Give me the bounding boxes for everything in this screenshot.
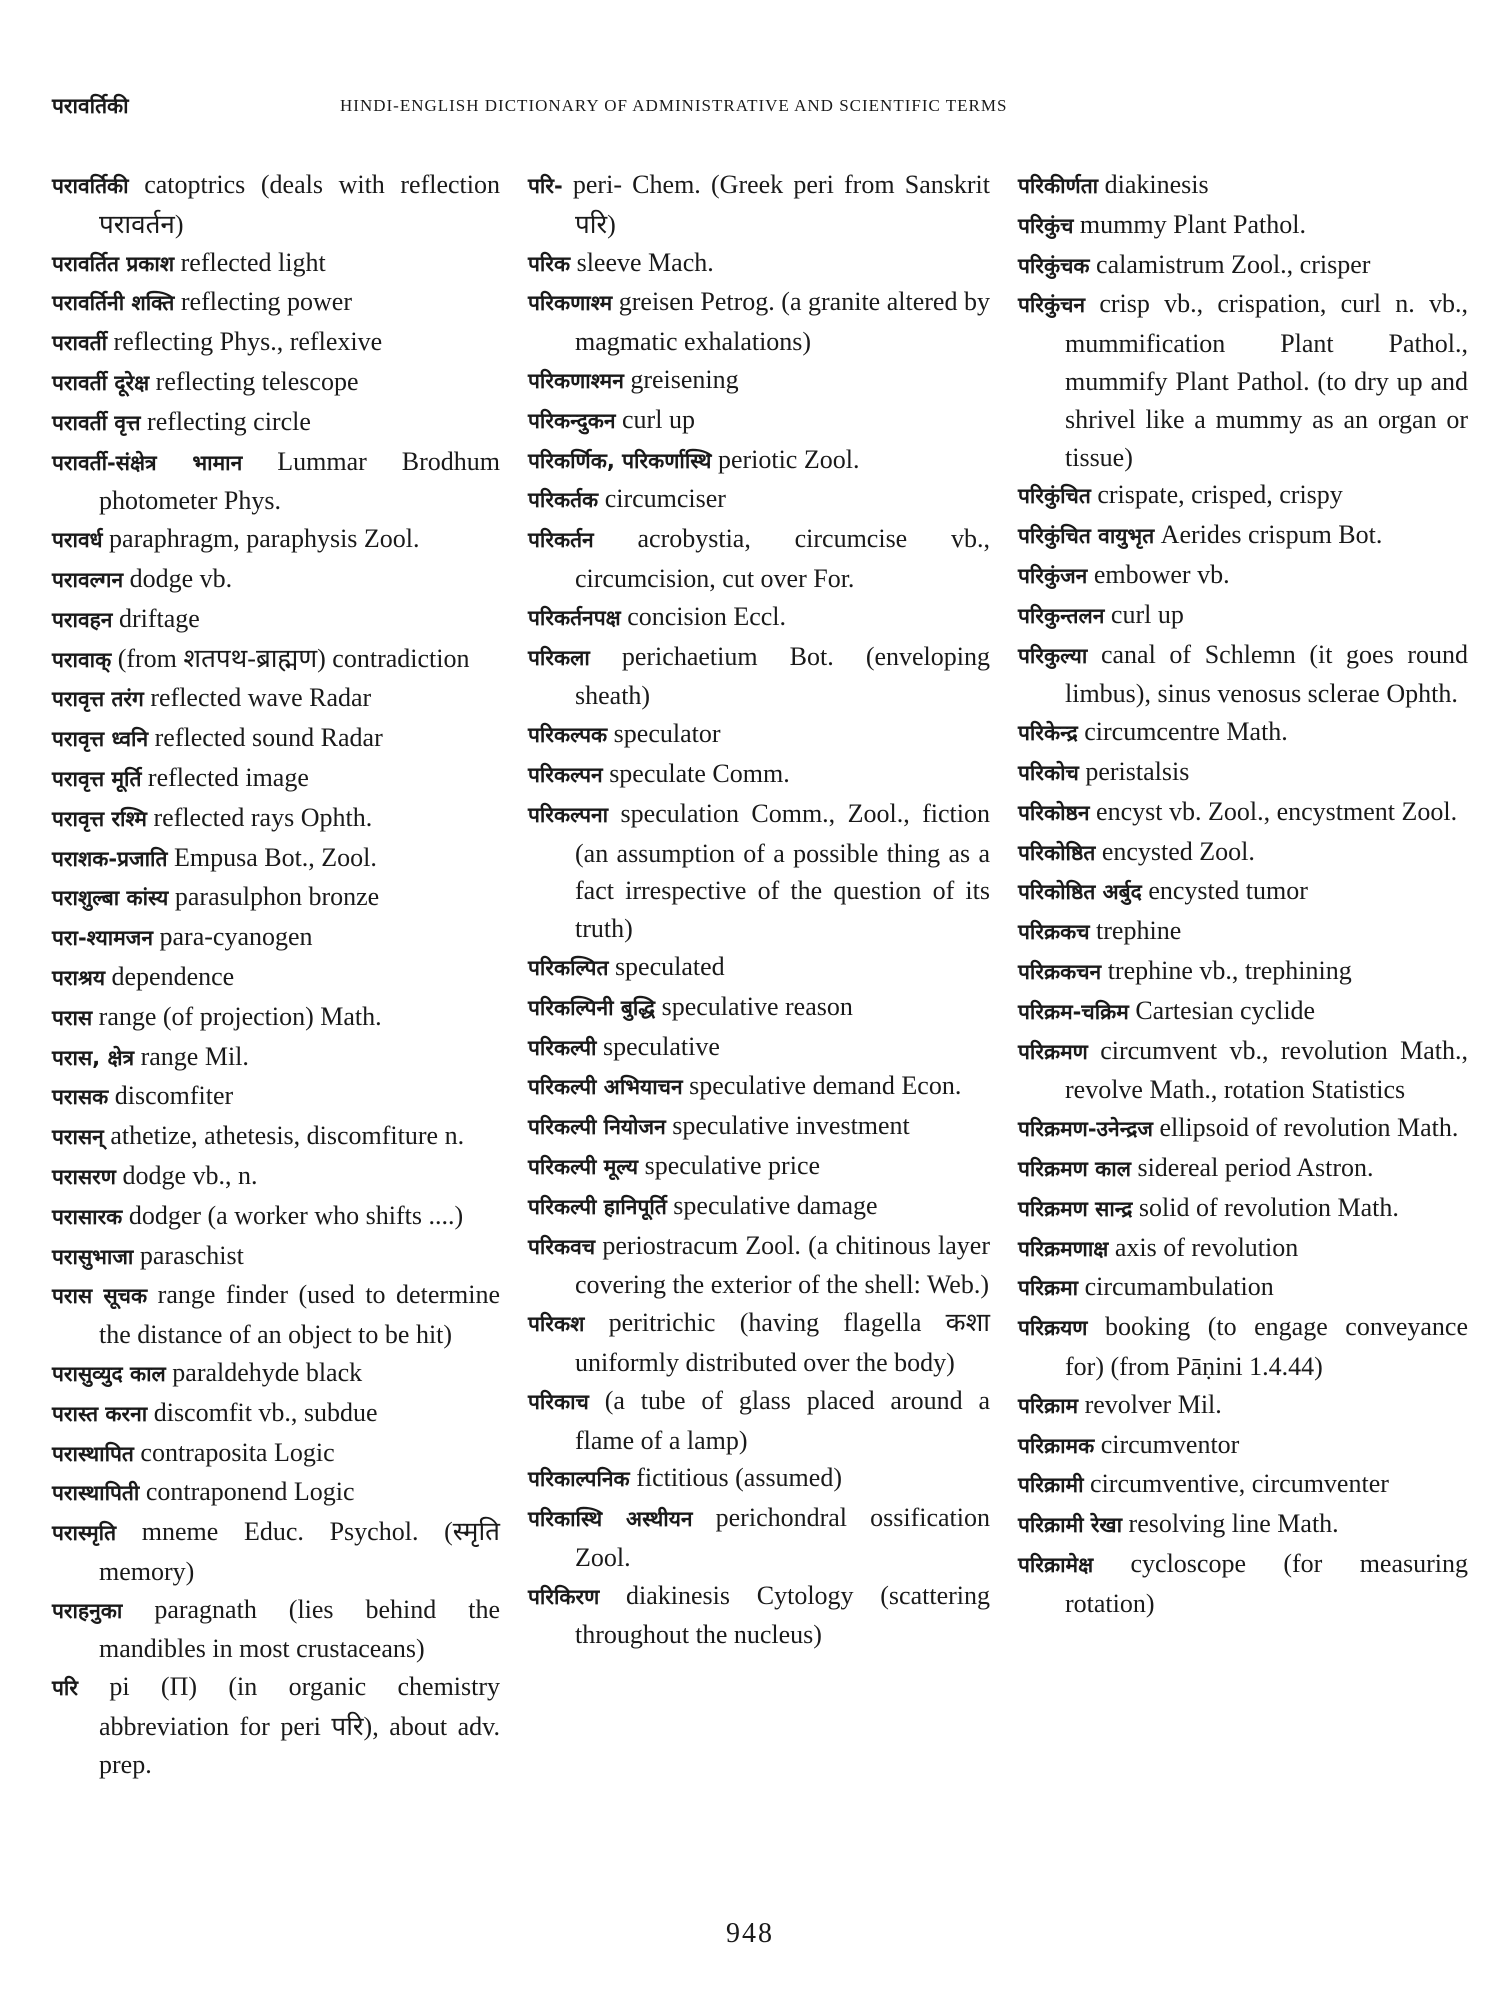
dictionary-entry (528, 715, 990, 755)
dictionary-entry (528, 1067, 990, 1107)
headword: परावल्गन (52, 567, 124, 592)
definition: paraphragm, paraphysis Zool. (109, 524, 420, 554)
definition: para-cyanogen (159, 922, 313, 952)
headword: परिक्रयण (1018, 1316, 1088, 1341)
definition: booking (to engage conveyance for) (from Pāṇini 1.4.44) (1065, 1312, 1468, 1381)
definition: speculative damage (673, 1190, 878, 1220)
headword: परिकल्पी हानिपूर्ति (528, 1194, 667, 1219)
definition: perichaetium Bot. (enveloping sheath) (575, 641, 991, 711)
definition: peristalsis (1085, 756, 1190, 786)
dictionary-entry (1018, 1426, 1468, 1466)
definition: dodge vb. (129, 563, 233, 593)
dictionary-entry (52, 998, 500, 1038)
definition: resolving line Math. (1128, 1509, 1339, 1539)
dictionary-entry (52, 1117, 500, 1157)
dictionary-entry (528, 480, 990, 520)
definition: (a tube of glass placed around a flame of a lamp) (575, 1385, 991, 1455)
dictionary-entry (52, 1276, 500, 1354)
definition: reflecting telescope (155, 366, 359, 396)
definition: periotic Zool. (717, 444, 860, 474)
headword: परिकुंच (1018, 213, 1074, 238)
definition: sidereal period Astron. (1137, 1152, 1374, 1182)
definition: Cartesian cyclide (1135, 995, 1316, 1025)
dictionary-entry (528, 361, 990, 401)
definition: crispate, crisped, crispy (1097, 480, 1343, 510)
headword: परिकुंचित (1018, 484, 1091, 509)
definition: Empusa Bot., Zool. (173, 842, 377, 872)
headword: परिकल्पी अभियाचन (528, 1075, 683, 1100)
headword: परासुभाजा (52, 1244, 134, 1269)
definition: reflecting Phys., reflexive (113, 327, 383, 357)
dictionary-entry (528, 1147, 990, 1187)
headword: परिकोष्ठित (1018, 840, 1096, 865)
dictionary-entry (52, 1077, 500, 1117)
headword: परिक्राम (1018, 1393, 1079, 1418)
dictionary-entry (52, 1038, 500, 1078)
headword: पराश्रय (52, 965, 106, 990)
definition: reflecting circle (147, 406, 311, 436)
definition: discomfiter (114, 1081, 234, 1111)
headword: परासक (52, 1085, 109, 1110)
dictionary-entry (52, 878, 500, 918)
dictionary-entry (1018, 912, 1468, 952)
headword: परावर्ध (52, 528, 103, 553)
definition: circumambulation (1084, 1272, 1274, 1302)
headword: परासन् (52, 1125, 104, 1150)
dictionary-entry (1018, 476, 1468, 516)
definition: reflecting power (180, 287, 352, 317)
headword: परासरण (52, 1164, 116, 1189)
definition: cycloscope (for measuring rotation) (1065, 1548, 1468, 1618)
dictionary-entry (1018, 872, 1468, 912)
headword: परिकर्तक (528, 488, 599, 513)
definition: paraldehyde black (172, 1357, 363, 1387)
definition: speculation Comm., Zool., fiction (an assumption of a possible thing as a fact irrespective of the question of its truth) (575, 798, 990, 944)
definition: embower vb. (1093, 559, 1230, 589)
headword: परिकल्पक (528, 723, 608, 748)
dictionary-entry (1018, 1149, 1468, 1189)
guide-word: परावर्तिकी (52, 94, 129, 118)
definition: solid of revolution Math. (1138, 1192, 1399, 1222)
headword: परिकल्पित (528, 955, 609, 980)
headword: परिकोच (1018, 760, 1079, 785)
headword: पराशक-प्रजाति (52, 846, 168, 871)
definition: trephine (1096, 916, 1182, 946)
definition: speculative investment (672, 1111, 910, 1141)
definition: axis of revolution (1114, 1232, 1299, 1262)
definition: acrobystia, circumcise vb., circumcision, cut over For. (575, 524, 991, 593)
headword: परिकोष्ठित अर्बुद (1018, 880, 1142, 905)
dictionary-entry (1018, 1109, 1468, 1149)
headword: परावर्तिनी शक्ति (52, 291, 175, 316)
dictionary-entry (52, 839, 500, 879)
definition: speculative demand Econ. (689, 1071, 962, 1101)
definition: dodge vb., n. (122, 1160, 258, 1190)
dictionary-entry (528, 948, 990, 988)
definition: greisening (630, 364, 739, 394)
dictionary-entry (52, 1157, 500, 1197)
headword: परिकाल्पनिक (528, 1467, 630, 1492)
definition: paragnath (lies behind the mandibles in most crustaceans) (99, 1594, 500, 1664)
dictionary-entry (528, 283, 990, 361)
definition: reflected image (147, 762, 309, 792)
definition: peritrichic (having flagella कशा uniformly distributed over the body) (575, 1308, 990, 1377)
dictionary-entry (1018, 753, 1468, 793)
dictionary-entry (528, 1028, 990, 1068)
headword: परावाक् (52, 647, 112, 672)
dictionary-entry (52, 958, 500, 998)
dictionary-entry (52, 918, 500, 958)
definition: periostracum Zool. (a chitinous layer covering the exterior of the shell: Web.) (575, 1230, 990, 1300)
definition: crisp vb., crispation, curl n. vb., mummification Plant Pathol., mummify Plant Pathol. (to dry up and shrivel like a mummy as an organ or tissue) (1065, 289, 1469, 472)
dictionary-entry (52, 1513, 500, 1591)
headword: परिकल्पिनी बुद्धि (528, 995, 656, 1020)
dictionary-entry (1018, 246, 1468, 286)
headword: परावर्ती दूरेक्ष (52, 370, 150, 395)
headword: परिकास्थि अस्थीयन (528, 1507, 693, 1532)
dictionary-entry (52, 166, 500, 244)
dictionary-entry (528, 1499, 990, 1577)
definition: circumvent vb., revolution Math., revolve Math., rotation Statistics (1065, 1035, 1469, 1105)
dictionary-entry (52, 679, 500, 719)
definition: greisen Petrog. (a granite altered by magmatic exhalations) (575, 287, 991, 357)
dictionary-entry (1018, 1308, 1468, 1386)
dictionary-entry (52, 1668, 500, 1783)
headword: परिक्रमण (1018, 1039, 1088, 1064)
definition: speculative price (644, 1150, 821, 1180)
headword: परास (52, 1005, 93, 1030)
dictionary-entry (52, 719, 500, 759)
dictionary-entry (528, 520, 990, 598)
dictionary-entry (1018, 285, 1468, 476)
dictionary-entry (1018, 166, 1468, 206)
definition: circumcentre Math. (1084, 717, 1288, 747)
dictionary-entry (52, 1237, 500, 1277)
definition: peri- Chem. (Greek peri from Sanskrit परि) (572, 170, 991, 239)
dictionary-entry (52, 1354, 500, 1394)
dictionary-entry (1018, 516, 1468, 556)
dictionary-entry (1018, 1545, 1468, 1623)
headword: पराहनुका (52, 1598, 123, 1623)
dictionary-entry (1018, 1386, 1468, 1426)
dictionary-entry (52, 1591, 500, 1669)
dictionary-entry (52, 640, 500, 680)
headword: परिक्रामी रेखा (1018, 1513, 1123, 1538)
dictionary-entry (52, 323, 500, 363)
definition: Lummar Brodhum photometer Phys. (99, 446, 500, 516)
headword: परास सूचक (52, 1284, 148, 1309)
dictionary-entry (1018, 596, 1468, 636)
headword: परिक्रकच (1018, 920, 1090, 945)
dictionary-entry (52, 1473, 500, 1513)
column-1 (52, 166, 500, 1784)
dictionary-entry (1018, 1229, 1468, 1269)
definition: dodger (a worker who shifts ....) (128, 1200, 464, 1230)
headword: परिक्रमणाक्ष (1018, 1236, 1109, 1261)
definition: sleeve Mach. (576, 247, 714, 277)
definition: driftage (118, 603, 200, 633)
definition: speculate Comm. (609, 758, 790, 788)
dictionary-entry (52, 799, 500, 839)
definition: reflected rays Ophth. (153, 802, 373, 832)
definition: mneme Educ. Psychol. (स्मृति memory) (99, 1517, 500, 1586)
headword: परि (52, 1676, 78, 1701)
dictionary-entry (528, 401, 990, 441)
headword: परि- (528, 174, 563, 198)
definition: dependence (111, 961, 235, 991)
dictionary-entry (52, 1434, 500, 1474)
headword: परिक्रमण काल (1018, 1156, 1131, 1181)
definition: athetize, athetesis, discomfiture n. (110, 1121, 465, 1151)
headword: परिकर्तन (528, 528, 594, 553)
dictionary-entry (1018, 1505, 1468, 1545)
headword: परावृत्त ध्वनि (52, 727, 149, 752)
definition: diakinesis (1104, 170, 1209, 199)
headword: परास्त करना (52, 1401, 148, 1426)
headword: परिकेन्द्र (1018, 721, 1078, 746)
headword: परिक्रम-चक्रिम (1018, 999, 1129, 1024)
headword: परिकिरण (528, 1584, 600, 1609)
headword: परावर्तिकी (52, 174, 129, 198)
definition: (from शतपथ-ब्राह्मण) contradiction (117, 643, 470, 673)
definition: catoptrics (deals with reflection परावर्तन) (99, 170, 501, 239)
definition: speculated (614, 951, 725, 981)
definition: range (of projection) Math. (98, 1001, 382, 1031)
headword: परिकवच (528, 1234, 596, 1259)
dictionary-entry (1018, 1189, 1468, 1229)
headword: परिकुंजन (1018, 563, 1088, 588)
headword: परिकुंचक (1018, 253, 1090, 278)
definition: range finder (used to determine the distance of an object to be hit) (99, 1280, 501, 1350)
dictionary-entry (52, 1197, 500, 1237)
definition: encysted Zool. (1101, 836, 1255, 866)
definition: speculative reason (661, 991, 853, 1021)
definition: reflected sound Radar (154, 723, 383, 753)
definition: Aerides crispum Bot. (1160, 520, 1383, 550)
headword: परिकुल्या (1018, 643, 1088, 668)
definition: speculator (613, 719, 721, 749)
dictionary-entry (1018, 1465, 1468, 1505)
dictionary-entry (1018, 1268, 1468, 1308)
headword: परा-श्यामजन (52, 926, 154, 951)
dictionary-entry (528, 638, 990, 716)
dictionary-entry (1018, 833, 1468, 873)
headword: परिकल्पी (528, 1035, 597, 1060)
headword: परास, क्षेत्र (52, 1045, 135, 1070)
definition: reflected light (180, 247, 326, 277)
dictionary-entry (1018, 952, 1468, 992)
dictionary-entry (528, 244, 990, 284)
dictionary-entry (528, 755, 990, 795)
headword: परासुव्युद काल (52, 1361, 166, 1386)
headword: परिकुंचन (1018, 293, 1086, 318)
dictionary-entry (528, 1382, 990, 1460)
dictionary-entry (528, 441, 990, 481)
dictionary-entry (52, 560, 500, 600)
definition: speculative (602, 1031, 720, 1061)
dictionary-entry (52, 600, 500, 640)
dictionary-entry (52, 283, 500, 323)
headword: परिकणाश्म (528, 291, 613, 316)
column-2 (528, 166, 990, 1654)
headword: परावर्ती-संक्षेत्र भामान (52, 450, 243, 475)
definition: concision Eccl. (627, 601, 787, 631)
dictionary-entry (1018, 1032, 1468, 1110)
dictionary-entry (528, 1227, 990, 1305)
headword: परिक्रमा (1018, 1276, 1079, 1301)
headword: परिक्रमण-उनेन्द्रज (1018, 1117, 1153, 1142)
headword: परावृत्त तरंग (52, 687, 144, 712)
headword: परिकोष्ठन (1018, 800, 1090, 825)
headword: परिकल्पी मूल्य (528, 1154, 639, 1179)
headword: परिकल्पना (528, 802, 609, 827)
dictionary-entry (528, 598, 990, 638)
headword: परिक्रामी (1018, 1473, 1084, 1498)
headword: परिकुन्तलन (1018, 603, 1105, 628)
headword: परिकीर्णता (1018, 174, 1099, 198)
headword: परास्मृति (52, 1521, 117, 1546)
column-3 (1018, 166, 1468, 1622)
dictionary-entry (528, 988, 990, 1028)
headword: परिकश (528, 1312, 585, 1337)
headword: परावर्ती (52, 331, 108, 356)
headword: परावर्तित प्रकाश (52, 251, 175, 276)
definition: encyst vb. Zool., encystment Zool. (1096, 796, 1458, 826)
dictionary-entry (528, 1304, 990, 1382)
dictionary-entry (52, 244, 500, 284)
dictionary-entry (52, 520, 500, 560)
definition: circumciser (604, 484, 726, 514)
definition: paraschist (139, 1240, 244, 1270)
headword: पराशुल्बा कांस्य (52, 886, 169, 911)
definition: encysted tumor (1148, 876, 1308, 906)
dictionary-entry (52, 1394, 500, 1434)
definition: range Mil. (140, 1041, 249, 1071)
definition: curl up (622, 404, 695, 434)
dictionary-entry (528, 1107, 990, 1147)
headword: परिकला (528, 645, 590, 670)
headword: परिकल्पी नियोजन (528, 1115, 666, 1140)
headword: परिक्रामक (1018, 1433, 1095, 1458)
definition: calamistrum Zool., crisper (1096, 249, 1371, 279)
headword: परासारक (52, 1204, 123, 1229)
dictionary-entry (52, 363, 500, 403)
headword: परिकल्पन (528, 762, 603, 787)
headword: परिक (528, 251, 571, 276)
definition: contraposita Logic (140, 1437, 335, 1467)
definition: circumventor (1100, 1429, 1240, 1459)
definition: discomfit vb., subdue (153, 1397, 378, 1427)
headword: परिकणाश्मन (528, 368, 624, 393)
dictionary-entry (52, 403, 500, 443)
headword: परिक्रामेक्ष (1018, 1552, 1094, 1577)
headword: परिक्रकचन (1018, 959, 1102, 984)
definition: revolver Mil. (1084, 1389, 1222, 1419)
headword: परावर्ती वृत्त (52, 410, 141, 435)
definition: ellipsoid of revolution Math. (1159, 1113, 1459, 1143)
definition: mummy Plant Pathol. (1079, 209, 1306, 239)
definition: contraponend Logic (145, 1477, 355, 1507)
page-number: 948 (726, 1918, 774, 1949)
dictionary-entry (1018, 206, 1468, 246)
dictionary-entry (528, 795, 990, 948)
dictionary-entry (1018, 636, 1468, 714)
headword: परिकुंचित वायुभृत (1018, 524, 1155, 549)
definition: fictitious (assumed) (636, 1463, 842, 1493)
dictionary-entry (528, 1187, 990, 1227)
headword: परिकर्णिक, परिकर्णास्थि (528, 448, 712, 473)
dictionary-entry (1018, 713, 1468, 753)
dictionary-entry (52, 443, 500, 521)
definition: diakinesis Cytology (scattering throughout the nucleus) (575, 1580, 990, 1650)
dictionary-entry (1018, 556, 1468, 596)
definition: trephine vb., trephining (1107, 955, 1352, 985)
headword: परास्थापित (52, 1441, 134, 1466)
headword: परिकाच (528, 1389, 589, 1414)
dictionary-entry (528, 1459, 990, 1499)
headword: परावृत्त रश्मि (52, 806, 147, 831)
definition: reflected wave Radar (150, 683, 372, 713)
dictionary-entry (528, 1577, 990, 1655)
definition: parasulphon bronze (174, 882, 380, 912)
definition: circumventive, circumventer (1090, 1469, 1389, 1499)
headword: परावहन (52, 607, 113, 632)
running-head (52, 92, 1452, 126)
book-title: HINDI-ENGLISH DICTIONARY OF ADMINISTRATIVE AND SCIENTIFIC TERMS (340, 96, 1008, 115)
dictionary-entry (52, 759, 500, 799)
definition: pi (Π) (in organic chemistry abbreviation for peri परि), about adv. prep. (99, 1672, 501, 1779)
headword: परिकर्तनपक्ष (528, 605, 621, 630)
dictionary-entry (1018, 793, 1468, 833)
definition: canal of Schlemn (it goes round limbus), sinus venosus sclerae Ophth. (1065, 639, 1469, 709)
headword: परावृत्त मूर्ति (52, 766, 142, 791)
headword: परिक्रमण सान्द्र (1018, 1196, 1133, 1221)
definition: perichondral ossification Zool. (575, 1503, 990, 1572)
headword: परिकन्दुकन (528, 408, 616, 433)
dictionary-entry (1018, 992, 1468, 1032)
definition: curl up (1110, 599, 1184, 629)
headword: परास्थापिती (52, 1481, 140, 1506)
dictionary-entry (528, 166, 990, 244)
